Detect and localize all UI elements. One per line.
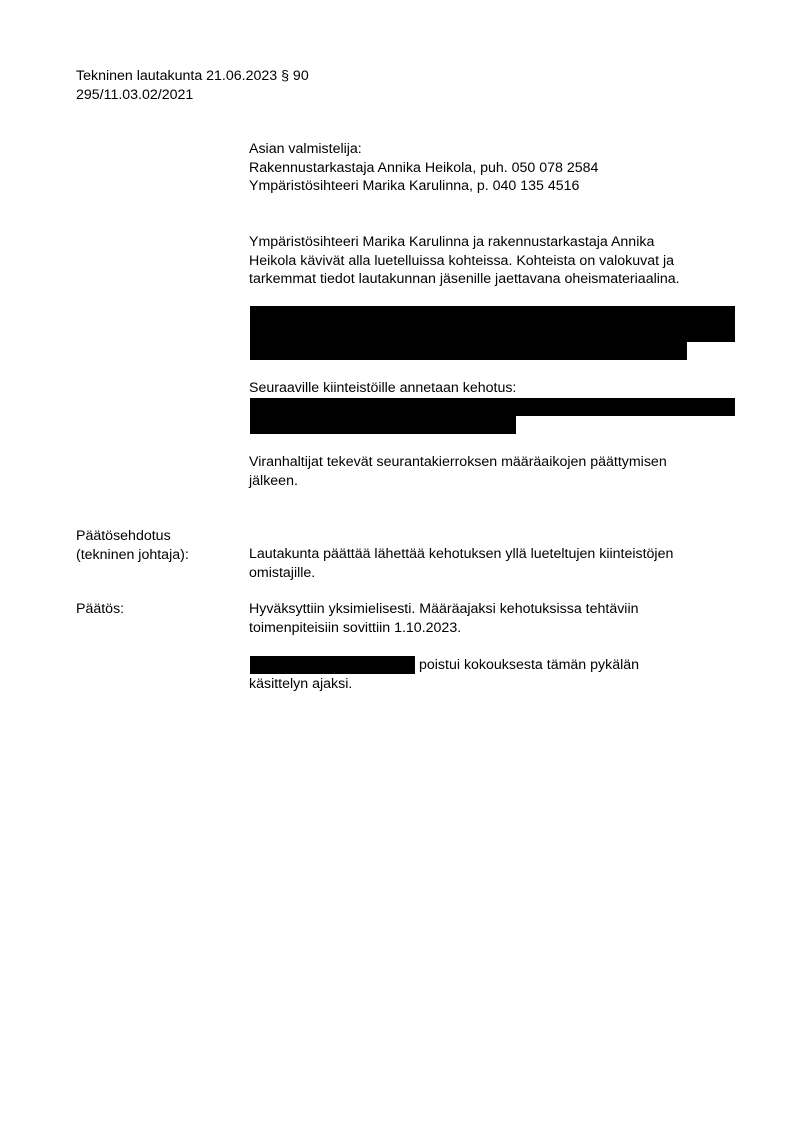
redaction-block [250, 306, 735, 323]
redaction-block [250, 656, 415, 674]
document-header [76, 67, 309, 104]
preparer-person-2: Ympäristösihteeri Marika Karulinna, p. 040 135 4516 [249, 178, 580, 194]
redaction-block [250, 398, 735, 416]
visit-paragraph [249, 233, 680, 289]
paragraph-line: Ympäristösihteeri Marika Karulinna ja rakennustarkastaja Annika [249, 234, 655, 250]
header-case-number: 295/11.03.02/2021 [76, 86, 194, 103]
proposal-text-line: omistajille. [249, 564, 316, 581]
decision-text-line: Hyväksyttiin yksimielisesti. Määräajaksi kehotuksissa tehtäviin [249, 601, 639, 617]
preparer-block [249, 140, 598, 196]
paragraph-line: Heikola kävivät alla luetelluissa kohteissa. Kohteista on valokuvat ja [249, 252, 675, 269]
left-meeting-note-line2 [249, 675, 352, 694]
redaction-block [250, 416, 516, 434]
followup-paragraph [249, 453, 667, 490]
preparer-label: Asian valmistelija: [249, 141, 362, 157]
paragraph-line: jälkeen. [249, 472, 298, 489]
decision-text-line: toimenpiteisiin sovittiin 1.10.2023. [249, 619, 462, 636]
decision-label-block [76, 600, 124, 619]
notice-heading: Seuraaville kiinteistöille annetaan kehotus: [249, 380, 517, 396]
redaction-block [250, 342, 687, 360]
left-meeting-suffix: poistui kokouksesta tämän pykälän [419, 657, 640, 673]
notice-heading-block [249, 379, 516, 398]
proposal-label-line: Päätösehdotus [76, 528, 171, 544]
proposal-text [249, 545, 673, 582]
paragraph-line: Viranhaltijat tekevät seurantakierroksen määräaikojen päättymisen [249, 454, 667, 470]
proposal-text-line: Lautakunta päättää lähettää kehotuksen yllä lueteltujen kiinteistöjen [249, 546, 674, 562]
proposal-label [76, 527, 189, 564]
left-meeting-line: käsittelyn ajaksi. [249, 676, 353, 692]
preparer-person-1: Rakennustarkastaja Annika Heikola, puh. 050 078 2584 [249, 159, 599, 176]
redaction-block [250, 323, 735, 342]
left-meeting-note [419, 656, 639, 675]
decision-label: Päätös: [76, 601, 125, 617]
header-committee-date: Tekninen lautakunta 21.06.2023 § 90 [76, 68, 309, 84]
paragraph-line: tarkemmat tiedot lautakunnan jäsenille jaettavana oheismateriaalina. [249, 271, 680, 287]
proposal-label-line: (tekninen johtaja): [76, 546, 189, 563]
decision-text [249, 600, 639, 637]
